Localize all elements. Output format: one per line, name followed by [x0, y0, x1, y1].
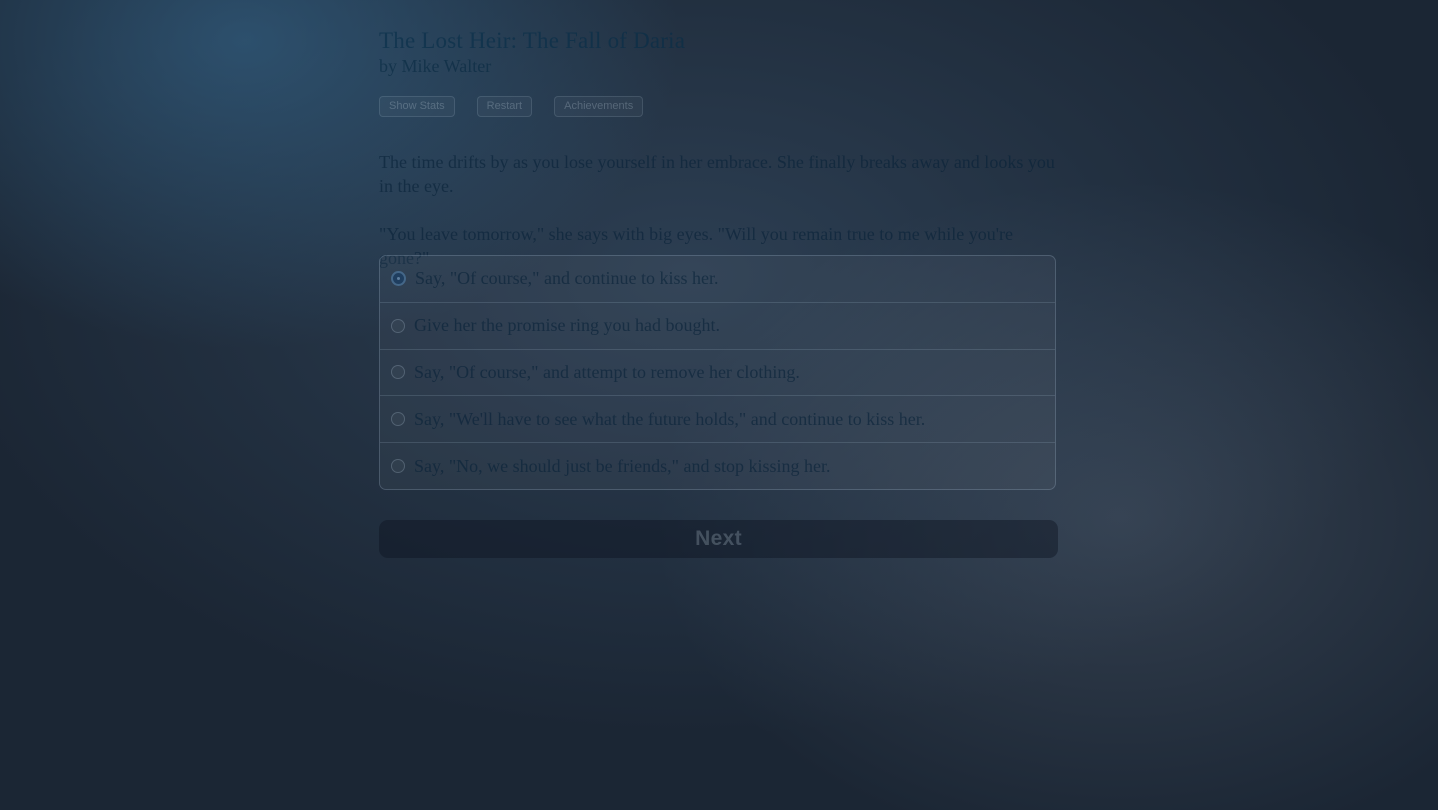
next-button[interactable]: Next [379, 520, 1058, 558]
story-content-column [379, 0, 1058, 810]
choice-option-4[interactable] [380, 395, 1055, 442]
page-title: The Lost Heir: The Fall of Daria [379, 28, 686, 54]
choice-option-5[interactable] [380, 442, 1055, 489]
achievements-button[interactable]: Achievements [554, 96, 643, 117]
restart-button[interactable]: Restart [477, 96, 532, 117]
choice-option-label[interactable]: Say, "Of course," and attempt to remove her clothing. [414, 361, 800, 382]
choice-option-1[interactable] [380, 256, 1055, 302]
choice-list [379, 255, 1056, 490]
choice-option-3[interactable] [380, 349, 1055, 396]
radio-selected-icon[interactable] [391, 271, 406, 286]
choice-option-label[interactable]: Say, "Of course," and continue to kiss her. [415, 268, 719, 289]
toolbar [379, 96, 643, 117]
story-paragraph: "You leave tomorrow," she says with big eyes. "Will you remain true to me while you're gone?" [379, 224, 1013, 268]
radio-icon[interactable] [391, 459, 405, 473]
author-byline: by Mike Walter [379, 56, 492, 76]
radio-icon[interactable] [391, 412, 405, 426]
choice-option-2[interactable] [380, 302, 1055, 349]
radio-icon[interactable] [391, 365, 405, 379]
choice-option-label[interactable]: Say, "We'll have to see what the future holds," and continue to kiss her. [414, 408, 926, 429]
story-paragraph: The time drifts by as you lose yourself in her embrace. She finally breaks away and looks you in the eye. [379, 152, 1055, 196]
choice-option-label[interactable]: Give her the promise ring you had bought. [414, 315, 720, 336]
show-stats-button[interactable]: Show Stats [379, 96, 455, 117]
radio-icon[interactable] [391, 319, 405, 333]
choice-option-label[interactable]: Say, "No, we should just be friends," and stop kissing her. [414, 455, 831, 476]
